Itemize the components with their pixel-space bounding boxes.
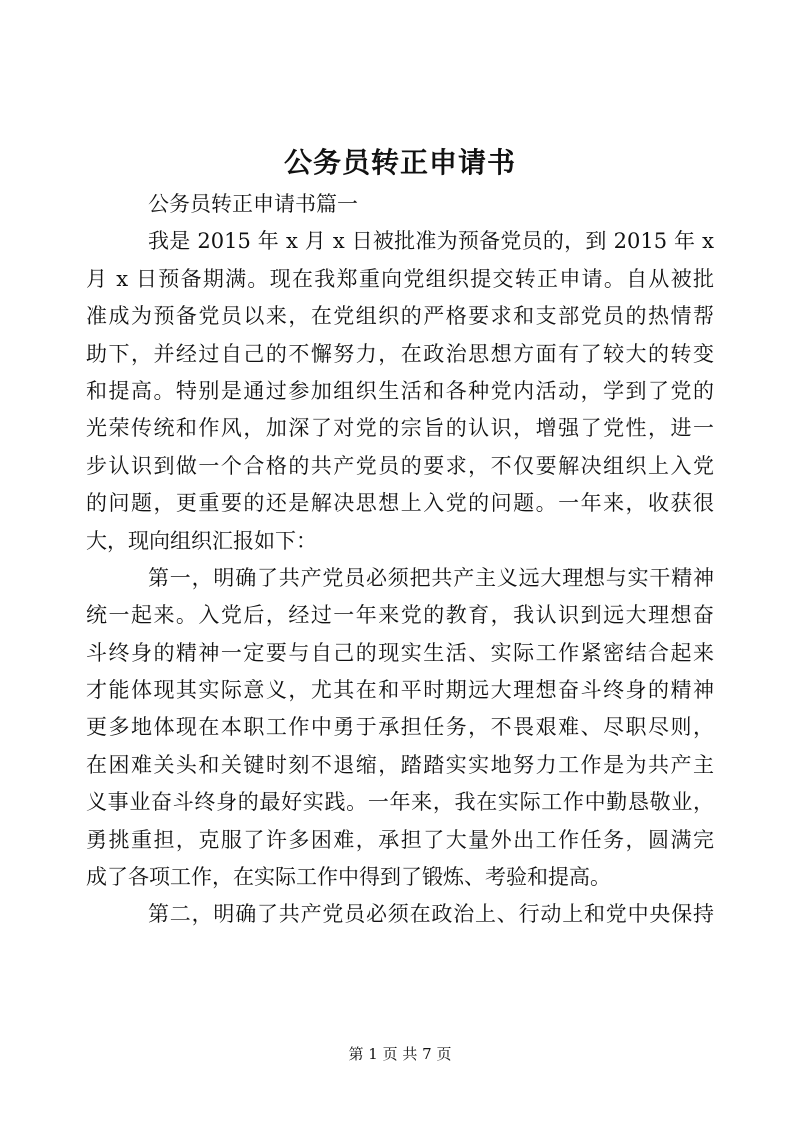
section-heading: 公务员转正申请书篇一 <box>148 192 358 216</box>
paragraph-line: 和提高。特别是通过参加组织生活和各种党内活动，学到了党的 <box>86 378 714 403</box>
paragraph-line: 在困难关头和关键时刻不退缩，踏踏实实地努力工作是为共产主 <box>86 752 714 777</box>
paragraph-line: 统一起来。入党后，经过一年来党的教育，我认识到远大理想奋 <box>86 603 714 628</box>
paragraph-line: 斗终身的精神一定要与自己的现实生活、实际工作紧密结合起来 <box>86 640 714 665</box>
paragraph-line: 才能体现其实际意义，尤其在和平时期远大理想奋斗终身的精神 <box>86 678 714 703</box>
paragraph-line: 更多地体现在本职工作中勇于承担任务，不畏艰难、尽职尽则， <box>86 715 714 740</box>
paragraph-line: 准成为预备党员以来，在党组织的严格要求和支部党员的热情帮 <box>86 304 714 329</box>
paragraph-line: 光荣传统和作风，加深了对党的宗旨的认识，增强了党性，进一 <box>86 416 714 441</box>
document-body <box>86 186 714 934</box>
paragraph-line: 的问题，更重要的还是解决思想上入党的问题。一年来，收获很 <box>86 491 714 516</box>
document-title: 公务员转正申请书 <box>283 146 516 179</box>
paragraph-line: 步认识到做一个合格的共产党员的要求，不仅要解决组织上入党 <box>86 453 714 478</box>
paragraph-line: 月 x 日预备期满。现在我郑重向党组织提交转正申请。自从被批 <box>86 266 714 291</box>
paragraph-line: 第一，明确了共产党员必须把共产主义远大理想与实干精神 <box>148 565 714 590</box>
paragraph-line: 大，现向组织汇报如下： <box>86 528 317 553</box>
paragraph-line: 我是 2015 年 x 月 x 日被批准为预备党员的，到 2015 年 x <box>148 229 714 254</box>
paragraph-line: 义事业奋斗终身的最好实践。一年来，我在实际工作中勤恳敬业， <box>86 790 714 815</box>
page-footer: 第 1 页 共 7 页 <box>348 1045 452 1063</box>
paragraph-line: 勇挑重担，克服了许多困难，承担了大量外出工作任务，圆满完 <box>86 827 714 852</box>
paragraph-line: 成了各项工作，在实际工作中得到了锻炼、考验和提高。 <box>86 865 611 890</box>
paragraph-line: 助下，并经过自己的不懈努力，在政治思想方面有了较大的转变 <box>86 341 714 366</box>
paragraph-line: 第二，明确了共产党员必须在政治上、行动上和党中央保持 <box>148 902 714 927</box>
